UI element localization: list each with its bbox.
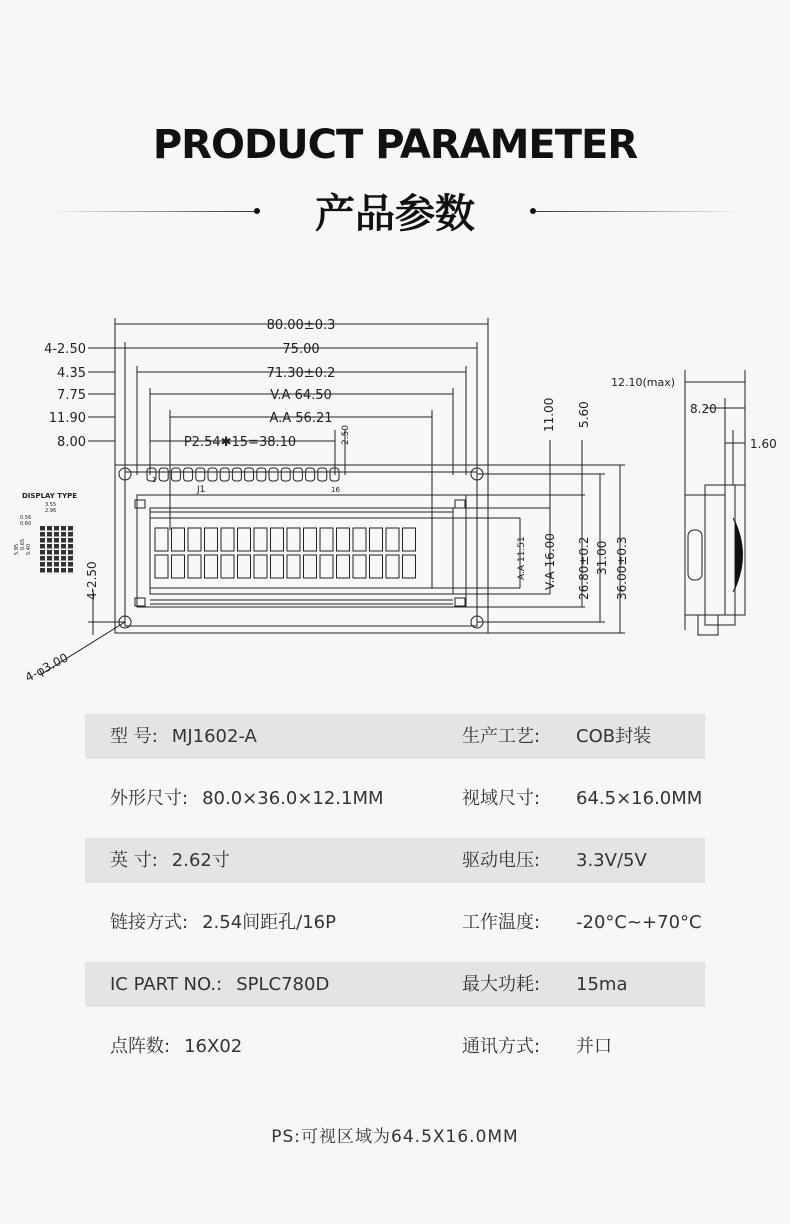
pixel-dot	[68, 526, 73, 531]
param-value2: -20°C~+70°C	[576, 912, 702, 933]
dim-aa-height: A.A 11.51	[517, 536, 527, 580]
display-type-d3: 0.56	[20, 515, 32, 521]
display-type-d7: 5.40	[26, 543, 32, 555]
pin	[269, 468, 278, 481]
pixel-dot	[68, 544, 73, 549]
character-cell	[205, 555, 218, 578]
pixel-dot	[47, 562, 52, 567]
pixel-dot	[61, 532, 66, 537]
dim-va-width: V.A 64.50	[270, 388, 332, 403]
footer-note: PS:可视区域为64.5X16.0MM	[271, 1127, 519, 1147]
title-divider-right	[535, 211, 740, 212]
character-cell	[155, 555, 168, 578]
character-cell	[370, 555, 383, 578]
dim-pin-pitch: P2.54✱15=38.10	[183, 435, 297, 450]
character-cell	[287, 528, 300, 551]
param-value2: 3.3V/5V	[576, 850, 647, 871]
pixel-dot	[40, 544, 45, 549]
pin	[232, 468, 241, 481]
pin	[196, 468, 205, 481]
pixel-dot	[61, 568, 66, 573]
parameter-row	[85, 714, 705, 759]
dim-hole-diameter: 4-φ3.00	[22, 650, 71, 685]
character-cell	[221, 528, 234, 551]
dim-thickness-pcb: 1.60	[750, 437, 777, 451]
pixel-dot	[40, 556, 45, 561]
character-cell	[403, 528, 416, 551]
character-cell	[337, 528, 350, 551]
pixel-dot	[68, 550, 73, 555]
character-cell	[221, 555, 234, 578]
pixel-dot	[61, 550, 66, 555]
character-cell	[188, 528, 201, 551]
connector-label: J1	[197, 485, 206, 495]
parameter-row	[85, 776, 705, 821]
page-title: PRODUCT PARAMETER	[152, 122, 638, 168]
param-label2: 最大功耗:	[462, 974, 541, 995]
character-cell	[172, 528, 185, 551]
display-type-dot-matrix	[40, 526, 73, 573]
dim-hole-pitch: 75.00	[282, 342, 320, 357]
character-grid	[155, 528, 416, 578]
pixel-dot	[47, 544, 52, 549]
character-cell	[386, 528, 399, 551]
page-subtitle: 产品参数	[315, 191, 475, 237]
character-cell	[155, 528, 168, 551]
pin	[159, 468, 168, 481]
pixel-dot	[68, 556, 73, 561]
pixel-dot	[54, 538, 59, 543]
pixel-dot	[54, 550, 59, 555]
character-cell	[403, 555, 416, 578]
pixel-dot	[40, 568, 45, 573]
display-type-d2: 2.96	[45, 508, 57, 514]
pin	[220, 468, 229, 481]
character-cell	[370, 528, 383, 551]
param-value1: MJ1602-A	[171, 726, 257, 747]
pin	[245, 468, 254, 481]
character-cell	[337, 555, 350, 578]
character-cell	[304, 555, 317, 578]
dim-overall-width: 80.00±0.3	[266, 318, 336, 333]
param-label1: 英 寸:	[110, 850, 158, 871]
pin	[257, 468, 266, 481]
pixel-dot	[54, 568, 59, 573]
parameter-row	[85, 838, 705, 883]
pixel-dot	[68, 562, 73, 567]
param-label2: 驱动电压:	[462, 850, 541, 871]
pixel-dot	[54, 526, 59, 531]
display-type-d5: 5.95	[14, 543, 20, 555]
param-label1: 外形尺寸:	[110, 788, 189, 809]
character-cell	[353, 528, 366, 551]
character-cell	[254, 528, 267, 551]
param-label1: IC PART NO.:	[110, 974, 223, 995]
pixel-dot	[47, 538, 52, 543]
character-cell	[287, 555, 300, 578]
pixel-dot	[47, 556, 52, 561]
dim-top-11: 11.00	[542, 397, 556, 432]
character-cell	[271, 528, 284, 551]
param-value1: 2.54间距孔/16P	[202, 912, 336, 933]
pin	[281, 468, 290, 481]
pin	[171, 468, 180, 481]
display-type-d6: 0.65	[20, 538, 26, 550]
pin-header	[147, 468, 339, 481]
character-cell	[238, 528, 251, 551]
dim-thickness-body: 8.20	[690, 402, 717, 416]
parameter-row	[85, 900, 705, 945]
display-type-d1: 3.55	[45, 502, 57, 508]
param-value2: 并口	[576, 1036, 612, 1057]
dim-left-1: 4-2.50	[44, 342, 86, 357]
param-label1: 链接方式:	[110, 912, 189, 933]
character-cell	[254, 555, 267, 578]
pin	[318, 468, 327, 481]
pixel-dot	[61, 544, 66, 549]
dim-left-3: 7.75	[57, 388, 86, 403]
parameter-row	[85, 1024, 705, 1069]
dim-hole-height: 31.00	[595, 540, 609, 575]
pin-1-label: 1	[152, 476, 157, 484]
pin-16-label: 16	[331, 486, 340, 494]
pixel-dot	[54, 544, 59, 549]
pixel-dot	[47, 550, 52, 555]
character-cell	[353, 555, 366, 578]
character-cell	[205, 528, 218, 551]
dim-thickness-max: 12.10(max)	[610, 376, 675, 389]
pin	[306, 468, 315, 481]
pixel-dot	[61, 526, 66, 531]
param-label2: 视域尺寸:	[462, 788, 541, 809]
parameter-row	[85, 962, 705, 1007]
pixel-dot	[68, 532, 73, 537]
parameter-table	[85, 714, 705, 1086]
pixel-dot	[47, 526, 52, 531]
param-value2: COB封装	[576, 726, 652, 747]
character-cell	[320, 555, 333, 578]
pixel-dot	[40, 562, 45, 567]
param-value1: 80.0×36.0×12.1MM	[202, 788, 384, 809]
display-type-d4: 0.60	[20, 521, 32, 527]
pixel-dot	[40, 538, 45, 543]
dim-bezel-width: 71.30±0.2	[266, 366, 336, 381]
pixel-dot	[47, 532, 52, 537]
pixel-dot	[40, 550, 45, 555]
pixel-dot	[54, 556, 59, 561]
dim-left-2: 4.35	[57, 366, 86, 381]
dim-left-hole-offset: 4-2.50	[85, 561, 99, 600]
pixel-dot	[40, 526, 45, 531]
character-cell	[304, 528, 317, 551]
param-label1: 型 号:	[110, 726, 158, 747]
dim-bezel-height: 26.80±0.2	[577, 536, 591, 600]
dim-left-4: 11.90	[48, 411, 86, 426]
pixel-dot	[40, 532, 45, 537]
display-type-title: DISPLAY TYPE	[22, 492, 78, 500]
character-cell	[238, 555, 251, 578]
param-value2: 64.5×16.0MM	[576, 788, 703, 809]
pixel-dot	[61, 562, 66, 567]
pin	[293, 468, 302, 481]
pin	[208, 468, 217, 481]
dim-pin-offset: 2.50	[341, 424, 351, 445]
character-cell	[386, 555, 399, 578]
pin	[184, 468, 193, 481]
dim-va-height: V.A 16.00	[543, 533, 557, 590]
character-cell	[172, 555, 185, 578]
character-cell	[188, 555, 201, 578]
character-cell	[271, 555, 284, 578]
pixel-dot	[54, 532, 59, 537]
pixel-dot	[68, 538, 73, 543]
param-value2: 15ma	[576, 974, 628, 995]
dim-left-5: 8.00	[57, 435, 86, 450]
pixel-dot	[54, 562, 59, 567]
param-label1: 点阵数:	[110, 1036, 171, 1057]
param-value1: SPLC780D	[236, 974, 330, 995]
param-value1: 2.62寸	[171, 850, 230, 871]
param-label2: 通讯方式:	[462, 1036, 541, 1057]
dim-top-56: 5.60	[577, 401, 591, 428]
pixel-dot	[47, 568, 52, 573]
pixel-dot	[68, 568, 73, 573]
pixel-dot	[61, 538, 66, 543]
character-cell	[320, 528, 333, 551]
dimension-drawing	[0, 300, 790, 690]
pixel-dot	[61, 556, 66, 561]
param-label2: 生产工艺:	[462, 726, 541, 747]
param-value1: 16X02	[184, 1036, 243, 1057]
dim-overall-height: 36.00±0.3	[615, 536, 629, 600]
dim-aa-width: A.A 56.21	[269, 411, 333, 426]
param-label2: 工作温度:	[462, 912, 541, 933]
